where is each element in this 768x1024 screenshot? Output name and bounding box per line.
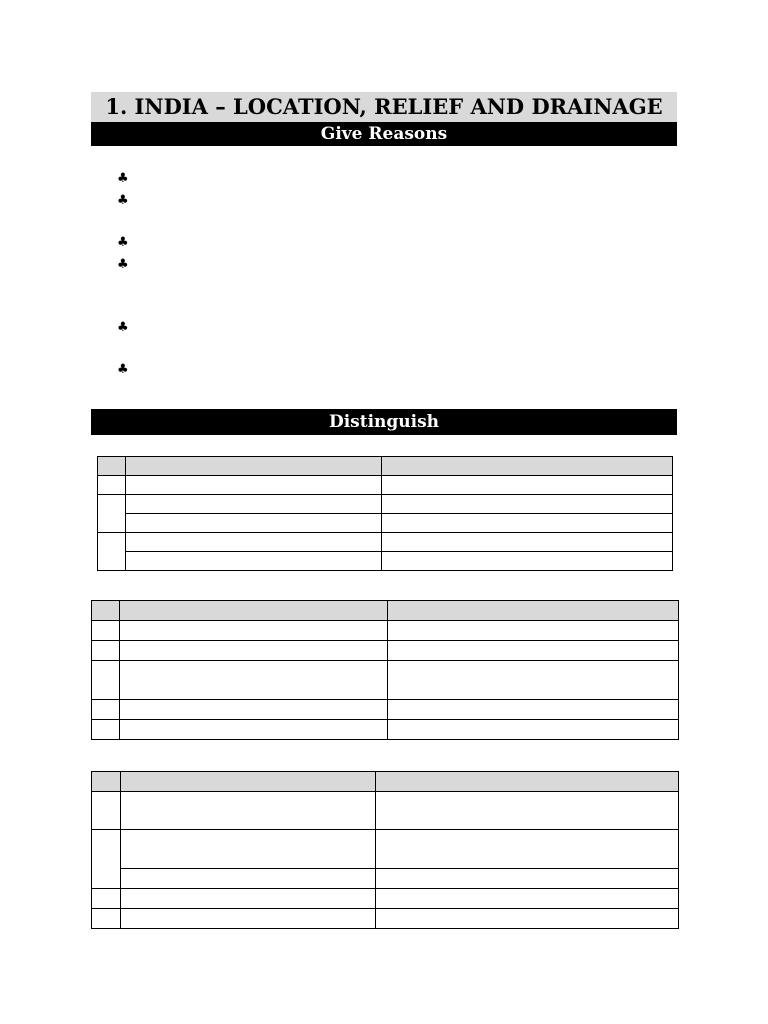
page-title: 1. INDIA – LOCATION, RELIEF AND DRAINAGE	[91, 92, 677, 122]
table-row	[92, 641, 679, 661]
distinguish-table-2	[91, 600, 679, 740]
table-row	[98, 552, 673, 571]
club-bullet-icon: ♣	[117, 362, 129, 377]
table-row	[92, 830, 679, 869]
table-row	[98, 533, 673, 552]
table-row	[92, 661, 679, 700]
club-bullet-icon: ♣	[117, 171, 129, 186]
distinguish-table-3	[91, 771, 679, 929]
table-header-row	[98, 457, 673, 476]
give-reasons-heading: Give Reasons	[91, 122, 677, 146]
table-row	[92, 700, 679, 720]
table-row	[92, 869, 679, 889]
distinguish-table-1	[97, 456, 673, 571]
table-row	[98, 495, 673, 514]
table-header-row	[92, 772, 679, 792]
table-row	[98, 514, 673, 533]
table-row	[92, 621, 679, 641]
distinguish-heading: Distinguish	[91, 409, 677, 435]
club-bullet-icon: ♣	[117, 257, 129, 272]
table-header-row	[92, 601, 679, 621]
table-row	[92, 792, 679, 830]
table-row	[92, 909, 679, 929]
table-row	[92, 889, 679, 909]
club-bullet-icon: ♣	[117, 320, 129, 335]
club-bullet-icon: ♣	[117, 235, 129, 250]
table-row	[92, 720, 679, 740]
club-bullet-icon: ♣	[117, 193, 129, 208]
table-row	[98, 476, 673, 495]
